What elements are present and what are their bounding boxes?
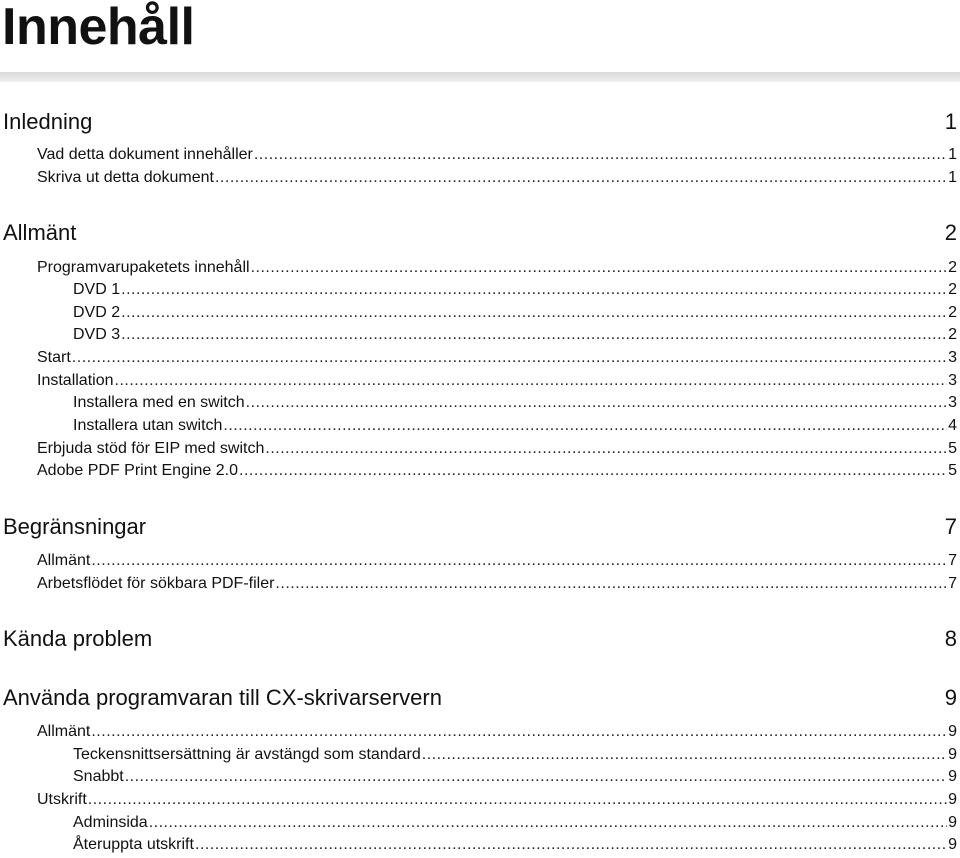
toc-entry-label: Adobe PDF Print Engine 2.0 [37,462,239,479]
dot-leader [223,417,947,435]
toc-heading-kanda-problem[interactable] [3,624,957,654]
toc-entry-page: 2 [948,304,957,321]
toc-heading-begransningar[interactable] [3,512,957,542]
toc-entry-label: Arbetsflödet för sökbara PDF-filer [37,575,275,592]
toc-entry-page: 3 [948,394,957,411]
toc-entry[interactable] [73,324,957,346]
toc-entry-label: Teckensnittsersättning är avstängd som standard [73,746,421,763]
dot-leader [149,814,947,832]
toc-entry-page: 9 [948,814,957,831]
dot-leader [239,462,947,480]
toc-entry-page: 5 [948,462,957,479]
dot-leader [72,349,947,367]
toc-entry-label: Återuppta utskrift [73,836,194,853]
dot-leader [265,440,947,458]
dot-leader [246,394,947,412]
toc-entry-label: Programvarupaketets innehåll [37,259,250,276]
toc-entry-page: 2 [948,281,957,298]
toc-entry-label: Installation [37,372,114,389]
toc-entry-label: Allmänt [37,552,91,569]
toc-entry-label: Allmänt [37,723,91,740]
dot-leader [121,304,947,322]
toc-entry[interactable] [37,144,957,166]
toc-heading-page: 9 [944,685,957,710]
dot-leader [115,372,948,390]
toc-heading-label: Begränsningar [3,514,147,539]
toc-entry[interactable] [73,834,957,856]
toc-heading-page: 8 [944,626,957,651]
toc-entry-label: Erbjuda stöd för EIP med switch [37,440,265,457]
toc-entry-page: 9 [948,746,957,763]
toc-entry[interactable] [37,257,957,279]
toc-entry[interactable] [73,302,957,324]
toc-entry[interactable] [73,392,957,414]
toc-entry[interactable] [37,721,957,743]
toc-entry[interactable] [37,167,957,189]
page-title: Innehåll [2,0,195,56]
toc-entry-label: DVD 3 [73,326,121,343]
toc-entry[interactable] [37,573,957,595]
toc-heading-label: Kända problem [3,626,153,651]
toc-entry[interactable] [37,460,957,482]
toc-heading-anvanda-programvaran[interactable] [3,683,957,713]
toc-entry-page: 9 [948,768,957,785]
dot-leader [125,768,947,786]
toc-entry-page: 9 [948,791,957,808]
toc-entry-label: Installera utan switch [73,417,223,434]
toc-entry-label: Utskrift [37,791,87,808]
toc-heading-label: Allmänt [3,220,77,245]
dot-leader [88,791,947,809]
toc-entry[interactable] [37,438,957,460]
toc-heading-page: 2 [944,220,957,245]
dot-leader [195,836,947,854]
toc-entry-page: 1 [948,146,957,163]
toc-entry-page: 9 [948,836,957,853]
dot-leader [91,552,947,570]
toc-entry-label: Snabbt [73,768,124,785]
toc-entry-page: 5 [948,440,957,457]
toc-heading-page: 7 [944,514,957,539]
toc-heading-inledning[interactable] [3,107,957,137]
toc-entry[interactable] [73,279,957,301]
toc-entry[interactable] [37,370,957,392]
toc-heading-page: 1 [944,109,957,134]
toc-entry-label: Installera med en switch [73,394,245,411]
toc-entry-label: DVD 2 [73,304,121,321]
toc-entry[interactable] [37,550,957,572]
dot-leader [91,723,947,741]
dot-leader [121,326,947,344]
toc-entry-page: 7 [948,575,957,592]
toc-entry-page: 2 [948,259,957,276]
dot-leader [275,575,947,593]
toc-entry[interactable] [73,812,957,834]
toc-entry-label: DVD 1 [73,281,121,298]
dot-leader [215,169,947,187]
toc-heading-allmant[interactable] [3,218,957,248]
dot-leader [121,281,947,299]
dot-leader [251,259,948,277]
dot-leader [254,146,947,164]
toc-entry-page: 9 [948,723,957,740]
toc-entry-page: 1 [948,169,957,186]
toc-entry[interactable] [73,415,957,437]
toc-entry[interactable] [73,766,957,788]
toc-entry-page: 3 [948,349,957,366]
toc-entry-page: 2 [948,326,957,343]
toc-entry[interactable] [37,347,957,369]
dot-leader [422,746,947,764]
toc-entry[interactable] [37,789,957,811]
toc-entry[interactable] [73,744,957,766]
title-divider [0,72,960,82]
toc-entry-page: 4 [948,417,957,434]
toc-entry-page: 3 [948,372,957,389]
toc-heading-label: Använda programvaran till CX-skrivarservern [3,685,442,710]
toc-heading-label: Inledning [3,109,93,134]
toc-entry-label: Adminsida [73,814,148,831]
toc-entry-label: Skriva ut detta dokument [37,169,214,186]
toc-entry-label: Start [37,349,71,366]
toc-entry-label: Vad detta dokument innehåller [37,146,253,163]
toc-entry-page: 7 [948,552,957,569]
